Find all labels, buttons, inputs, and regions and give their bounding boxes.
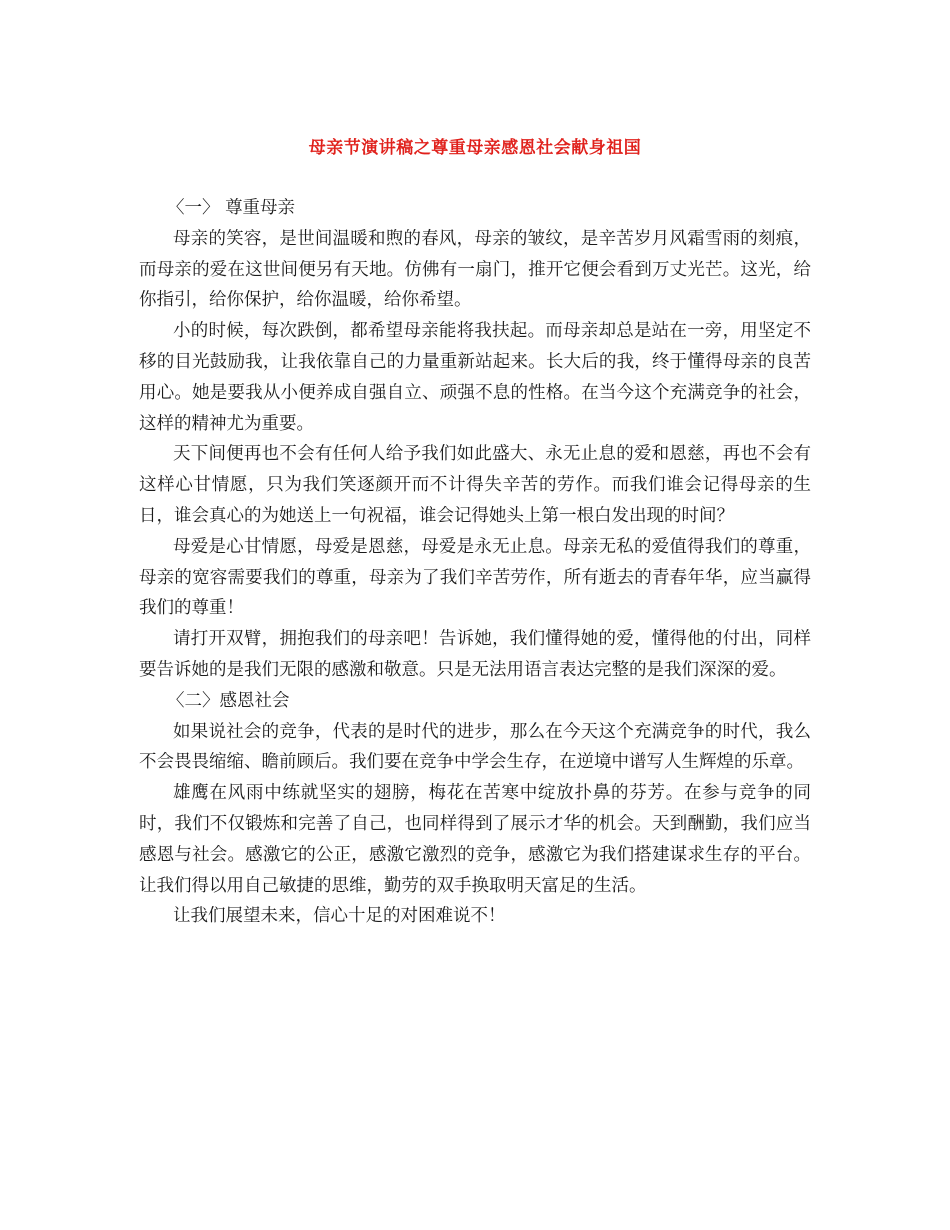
paragraph: 母爱是心甘情愿，母爱是恩慈，母爱是永无止息。母亲无私的爱值得我们的尊重，母亲的宽容需要我们的尊重，母亲为了我们辛苦劳作，所有逝去的青春年华，应当赢得我们的尊重！	[139, 536, 811, 619]
document-title: 母亲节演讲稿之尊重母亲感恩社会献身祖国	[308, 138, 642, 159]
paragraph: 让我们展望未来，信心十足的对困难说不！	[173, 906, 506, 927]
paragraph: 雄鹰在风雨中练就坚实的翅膀，梅花在苦寒中绽放扑鼻的芬芳。在参与竞争的同时，我们不仅锻炼和完善了自己，也同样得到了展示才华的机会。天到酬勤，我们应当感恩与社会。感激它的公正，感激它激烈的竞争，感激它为我们搭建谋求生存的平台。让我们得以用自己敏捷的思维，勤劳的双手换取明天富足的生活。	[139, 783, 811, 896]
paragraph: 如果说社会的竞争，代表的是时代的进步，那么在今天这个充满竞争的时代，我么不会畏畏缩缩、瞻前顾后。我们要在竞争中学会生存，在逆境中谱写人生辉煌的乐章。	[139, 721, 811, 773]
section-heading: 〈二〉感恩社会	[167, 690, 290, 711]
document-body	[139, 193, 811, 932]
paragraph: 请打开双臂，拥抱我们的母亲吧！告诉她，我们懂得她的爱，懂得他的付出，同样要告诉她的是我们无限的感激和敬意。只是无法用语言表达完整的是我们深深的爱。	[139, 629, 811, 680]
paragraph: 母亲的笑容，是世间温暖和煦的春风，母亲的皱纹，是辛苦岁月风霜雪雨的刻痕，而母亲的爱在这世间便另有天地。仿佛有一扇门，推开它便会看到万丈光芒。这光，给你指引，给你保护，给你温暖，给你希望。	[139, 228, 811, 311]
section-heading: 〈一〉 尊重母亲	[167, 198, 296, 218]
paragraph: 天下间便再也不会有任何人给予我们如此盛大、永无止息的爱和恩慈，再也不会有这样心甘情愿，只为我们笑逐颜开而不计得失辛苦的劳作。而我们谁会记得母亲的生日，谁会真心的为她送上一句祝福，谁会记得她头上第一根白发出现的时间？	[139, 444, 811, 526]
paragraph: 小的时候，每次跌倒，都希望母亲能将我扶起。而母亲却总是站在一旁，用坚定不移的目光鼓励我，让我依靠自己的力量重新站起来。长大后的我，终于懂得母亲的良苦用心。她是要我从小便养成自强自立、顽强不息的性格。在当今这个充满竞争的社会，这样的精神尤为重要。	[139, 321, 811, 434]
